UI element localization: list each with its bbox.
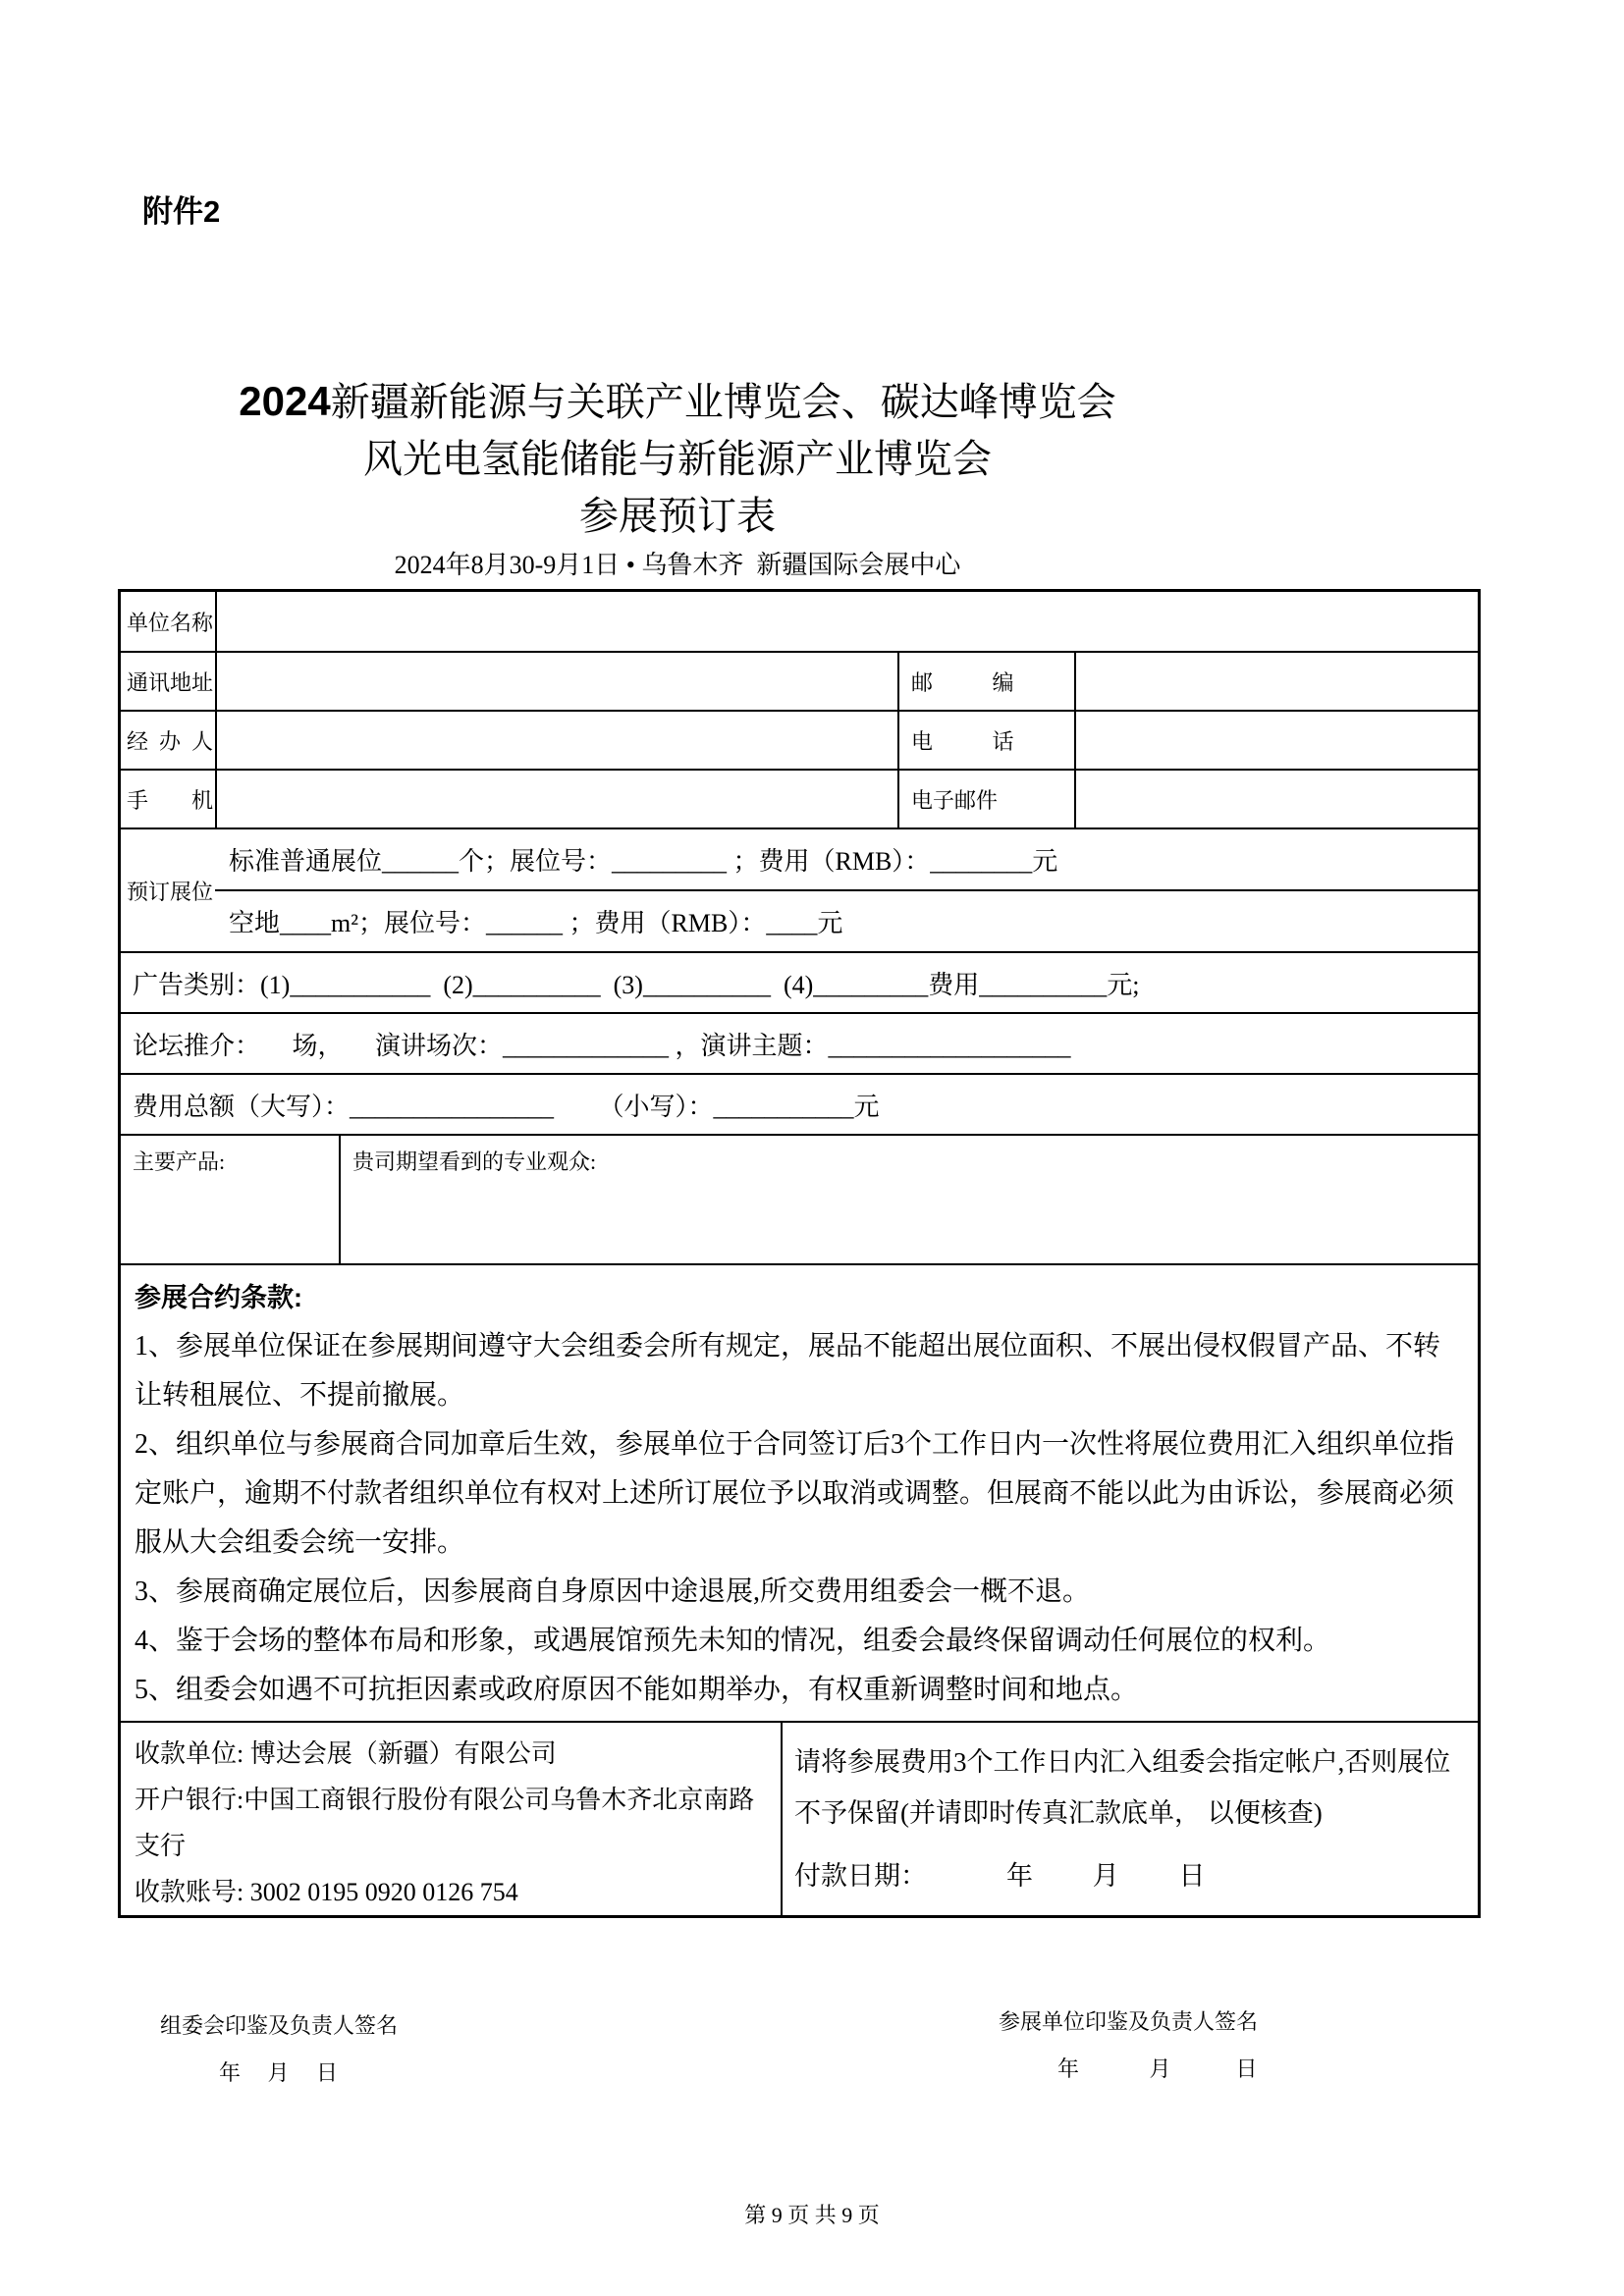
title-line-1-text: 新疆新能源与关联产业博览会、碳达峰博览会 <box>330 380 1116 424</box>
page-title-line-2: 风光电氢能储能与新能源产业博览会 <box>363 437 992 481</box>
advert-line: 广告类别：(1)___________ (2)__________ (3)__________ (4)_________费用__________元; <box>133 970 1140 999</box>
page-title-line-1 <box>118 373 1237 431</box>
payee-line: 收款单位: 博达会展（新疆）有限公司 <box>135 1739 557 1768</box>
table-row-unit-name <box>121 592 1478 651</box>
audience-label: 贵司期望看到的专业观众: <box>339 1136 1478 1263</box>
mobile-value-cell <box>215 771 897 828</box>
table-row-fee-total <box>121 1073 1478 1134</box>
account-line: 收款账号: 3002 0195 0920 0126 754 <box>135 1878 518 1906</box>
attachment-label: 附件2 <box>142 194 221 229</box>
booth-standard-line: 标准普通展位______个；展位号：_________ ；费用（RMB）：________元 <box>215 829 1478 891</box>
table-row-mobile <box>121 769 1478 828</box>
signature-organizer <box>160 2012 398 2087</box>
term-item-1: 1、参展单位保证在参展期间遵守大会组委会所有规定，展品不能超出展位面积、不展出侵权假冒产品、不转让转租展位、不提前撤展。 <box>135 1331 1441 1411</box>
signature-organizer-title: 组委会印鉴及负责人签名 <box>160 2013 399 2038</box>
booth-options <box>215 829 1478 951</box>
title-year: 2024 <box>239 378 331 424</box>
event-date-venue: 2024年8月30-9月1日 • 乌鲁木齐 新疆国际会展中心 <box>394 551 961 579</box>
page-title-line-3: 参展预订表 <box>579 494 776 538</box>
booking-form-table <box>118 589 1481 1918</box>
table-row-products <box>121 1134 1478 1263</box>
signature-organizer-date: 年 月 日 <box>219 2060 339 2085</box>
email-label: 电子邮件 <box>897 771 1074 828</box>
unit-name-value-cell <box>215 592 1478 651</box>
payment-date-line: 付款日期： 年 月 日 <box>794 1861 1206 1891</box>
payment-note: 请将参展费用3个工作日内汇入组委会指定帐户,否则展位不予保留(并请即时传真汇款底单， 以便核查) <box>794 1747 1451 1828</box>
forum-line: 论坛推介： 场， 演讲场次：_____________ ，演讲主题：___________________ <box>133 1031 1071 1060</box>
products-label: 主要产品: <box>133 1149 226 1174</box>
bank-line: 开户银行:中国工商银行股份有限公司乌鲁木齐北京南路支行 <box>135 1786 755 1860</box>
handler-value-cell <box>215 712 897 769</box>
terms-block <box>121 1265 1478 1721</box>
address-value-cell <box>215 653 897 710</box>
table-row-advert <box>121 951 1478 1012</box>
postal-value-cell <box>1074 653 1478 710</box>
table-row-terms <box>121 1263 1478 1721</box>
title-block <box>118 373 1237 582</box>
bank-info-cell <box>121 1723 781 1915</box>
term-item-3: 3、参展商确定展位后，因参展商自身原因中途退展,所交费用组委会一概不退。 <box>135 1576 1091 1607</box>
signature-exhibitor-title: 参展单位印鉴及负责人签名 <box>999 2009 1259 2034</box>
signature-exhibitor-date: 年 月 日 <box>1057 2056 1258 2081</box>
term-item-5: 5、组委会如遇不可抗拒因素或政府原因不能如期举办，有权重新调整时间和地点。 <box>135 1675 1139 1705</box>
term-item-4: 4、鉴于会场的整体布局和形象，或遇展馆预先未知的情况，组委会最终保留调动任何展位的权利。 <box>135 1626 1331 1656</box>
table-row-forum <box>121 1012 1478 1073</box>
table-row-handler <box>121 710 1478 769</box>
terms-title: 参展合约条款: <box>135 1283 302 1312</box>
handler-label: 经 办 人 <box>127 728 214 754</box>
address-label: 通讯地址 <box>127 669 214 695</box>
mobile-label: 手 机 <box>127 787 214 813</box>
payment-note-cell <box>781 1723 1478 1915</box>
unit-name-label: 单位名称 <box>127 610 214 635</box>
table-row-payment <box>121 1721 1478 1915</box>
phone-value-cell <box>1074 712 1478 769</box>
table-row-booth <box>121 828 1478 951</box>
postal-label: 邮 编 <box>897 653 1074 710</box>
booth-rawspace-line: 空地____m²；展位号：______ ；费用（RMB）：____元 <box>229 909 843 937</box>
phone-label: 电 话 <box>897 712 1074 769</box>
page-number: 第 9 页 共 9 页 <box>744 2203 880 2227</box>
email-value-cell <box>1074 771 1478 828</box>
fee-total-line: 费用总额（大写）：________________ （小写）：___________元 <box>133 1092 880 1121</box>
booth-label: 预订展位 <box>127 879 214 904</box>
signature-exhibitor <box>999 2008 1258 2083</box>
table-row-address <box>121 651 1478 710</box>
term-item-2: 2、组织单位与参展商合同加章后生效，参展单位于合同签订后3个工作日内一次性将展位费用汇入组织单位指定账户，逾期不付款者组织单位有权对上述所订展位予以取消或调整。但展商不能以此为由诉讼，参展商必须服从大会组委会统一安排。 <box>135 1429 1455 1558</box>
